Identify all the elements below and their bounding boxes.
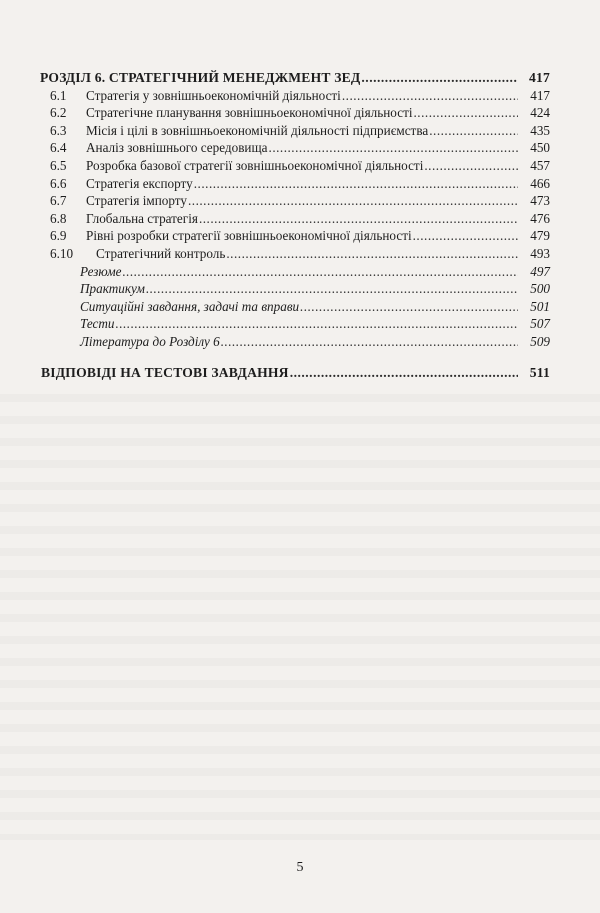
section-page: 466 [530, 175, 550, 191]
leader-dots [342, 87, 518, 105]
section-page: 476 [530, 210, 550, 226]
toc-subsection-row [40, 263, 550, 281]
leader-dots [424, 157, 518, 175]
section-number: 6.9 [50, 228, 67, 244]
subsection-title: Література до Розділу 6 [80, 333, 220, 349]
toc-section-row [40, 139, 550, 157]
subsection-title: Резюме [80, 263, 122, 279]
section-number: 6.10 [50, 245, 74, 261]
toc-section-row [40, 175, 550, 193]
leader-dots [226, 245, 518, 263]
toc-subsection-row [40, 315, 550, 333]
chapter-title: РОЗДІЛ 6. СТРАТЕГІЧНИЙ МЕНЕДЖМЕНТ ЗЕД [40, 70, 361, 85]
section-page: 417 [530, 87, 550, 103]
section-title: Стратегічний контроль [96, 245, 226, 261]
section-number: 6.6 [50, 175, 67, 191]
section-page: 457 [530, 157, 550, 173]
toc-section-row [40, 87, 550, 105]
section-title: Рівні розробки стратегії зовнішньоекономічної діяльності [86, 228, 412, 244]
section-title: Глобальна стратегія [86, 210, 198, 226]
leader-dots [361, 69, 518, 87]
toc-subsection-row [40, 280, 550, 298]
section-title: Стратегічне планування зовнішньоекономічної діяльності [86, 105, 413, 121]
toc-section-row [40, 192, 550, 210]
toc-chapter-row [40, 69, 550, 87]
leader-dots [188, 192, 518, 210]
section-title: Стратегія експорту [86, 175, 193, 191]
section-page: 479 [530, 228, 550, 244]
leader-dots [199, 210, 518, 228]
leader-dots [269, 139, 518, 157]
section-page: 450 [530, 140, 550, 156]
subsection-title: Тести [80, 316, 115, 332]
toc-subsection-row [40, 333, 550, 351]
section-number: 6.2 [50, 105, 67, 121]
answers-title: ВІДПОВІДІ НА ТЕСТОВІ ЗАВДАННЯ [41, 364, 289, 380]
leader-dots [146, 280, 518, 298]
section-title: Аналіз зовнішнього середовища [86, 140, 268, 156]
section-title: Стратегія у зовнішньоекономічній діяльності [86, 87, 341, 103]
section-page: 473 [530, 193, 550, 209]
page-number: 5 [296, 860, 304, 875]
section-title: Місія і цілі в зовнішньоекономічній діяльності підприємства [86, 122, 429, 138]
toc-section-row [40, 104, 550, 122]
toc-section-row [40, 210, 550, 228]
leader-dots [290, 364, 518, 382]
leader-dots [414, 104, 519, 122]
subsection-page: 509 [530, 333, 550, 349]
section-number: 6.4 [50, 140, 67, 156]
subsection-page: 507 [530, 316, 550, 332]
section-number: 6.8 [50, 210, 67, 226]
toc-answers-row [40, 364, 550, 382]
section-page: 493 [530, 245, 550, 261]
subsection-page: 501 [530, 298, 550, 314]
subsection-title: Практикум [80, 281, 145, 297]
chapter-page: 417 [529, 70, 550, 85]
answers-page: 511 [529, 364, 550, 380]
section-number: 6.1 [50, 87, 67, 103]
section-number: 6.3 [50, 122, 67, 138]
toc-section-row [40, 227, 550, 245]
leader-dots [221, 333, 518, 351]
toc-section-row [40, 245, 550, 263]
toc-section-row [40, 157, 550, 175]
leader-dots [300, 298, 518, 316]
leader-dots [413, 227, 518, 245]
section-title: Розробка базової стратегії зовнішньоекономічної діяльності [86, 157, 424, 173]
show-through-texture [0, 380, 600, 840]
toc-subsection-row [40, 298, 550, 316]
subsection-page: 497 [530, 263, 550, 279]
section-page: 424 [530, 105, 550, 121]
section-number: 6.7 [50, 193, 67, 209]
leader-dots [122, 263, 518, 281]
leader-dots [194, 175, 518, 193]
section-page: 435 [530, 122, 550, 138]
subsection-title: Ситуаційні завдання, задачі та вправи [80, 298, 300, 314]
leader-dots [116, 315, 518, 333]
section-number: 6.5 [50, 157, 67, 173]
toc-section-row [40, 122, 550, 140]
leader-dots [429, 122, 518, 140]
table-of-contents [40, 69, 550, 381]
section-title: Стратегія імпорту [86, 193, 187, 209]
subsection-page: 500 [530, 281, 550, 297]
